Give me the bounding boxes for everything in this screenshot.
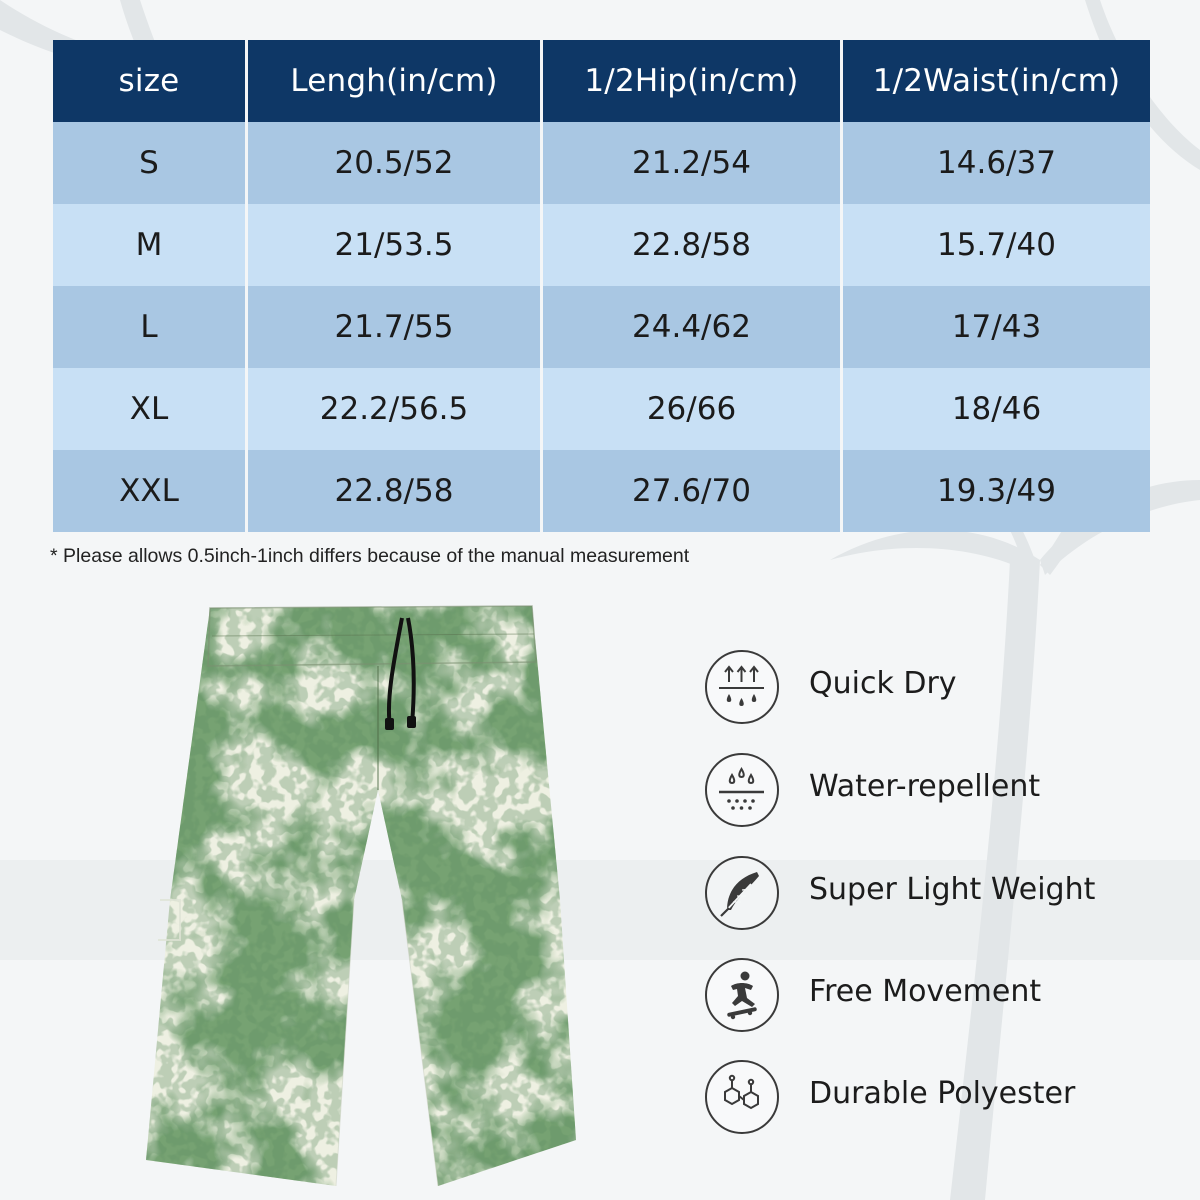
cell-half-hip: 24.4/62 [543, 286, 840, 368]
cell-length: 22.2/56.5 [248, 368, 540, 450]
header-half-waist: 1/2Waist(in/cm) [843, 40, 1150, 122]
cell-length: 21.7/55 [248, 286, 540, 368]
feature-free-movement [705, 958, 1165, 1038]
molecule-icon [705, 1060, 779, 1134]
feature-list [705, 650, 1165, 1170]
cell-size: L [53, 286, 245, 368]
skateboarder-icon [705, 958, 779, 1032]
feature-label: Super Light Weight [809, 872, 1096, 907]
header-length: Lengh(in/cm) [248, 40, 540, 122]
feature-label: Free Movement [809, 974, 1042, 1009]
measurement-note: * Please allows 0.5inch-1inch differs because of the manual measurement [50, 545, 690, 567]
cell-half-hip: 27.6/70 [543, 450, 840, 532]
feature-label: Durable Polyester [809, 1076, 1076, 1111]
cell-length: 20.5/52 [248, 122, 540, 204]
table-row [53, 368, 1150, 450]
feature-quick-dry [705, 650, 1165, 730]
table-header-row [53, 40, 1150, 122]
cell-length: 21/53.5 [248, 204, 540, 286]
header-size: size [53, 40, 245, 122]
cell-half-hip: 22.8/58 [543, 204, 840, 286]
size-chart-table [50, 40, 1153, 532]
cell-half-waist: 19.3/49 [843, 450, 1150, 532]
cell-half-waist: 18/46 [843, 368, 1150, 450]
feature-water-repellent [705, 753, 1165, 833]
cell-size: M [53, 204, 245, 286]
feature-label: Quick Dry [809, 666, 957, 701]
feather-icon [705, 856, 779, 930]
cell-size: XL [53, 368, 245, 450]
cell-length: 22.8/58 [248, 450, 540, 532]
water-repellent-icon [705, 753, 779, 827]
table-row [53, 286, 1150, 368]
cell-size: XXL [53, 450, 245, 532]
cell-half-hip: 26/66 [543, 368, 840, 450]
table-row [53, 204, 1150, 286]
header-half-hip: 1/2Hip(in/cm) [543, 40, 840, 122]
cell-half-waist: 17/43 [843, 286, 1150, 368]
cell-size: S [53, 122, 245, 204]
cell-half-hip: 21.2/54 [543, 122, 840, 204]
cell-half-waist: 14.6/37 [843, 122, 1150, 204]
feature-label: Water-repellent [809, 769, 1041, 804]
tie-dye-shorts-image [140, 600, 580, 1190]
feature-durable-polyester [705, 1060, 1165, 1140]
cell-half-waist: 15.7/40 [843, 204, 1150, 286]
table-row [53, 450, 1150, 532]
table-row [53, 122, 1150, 204]
feature-light-weight [705, 856, 1165, 936]
quick-dry-icon [705, 650, 779, 724]
